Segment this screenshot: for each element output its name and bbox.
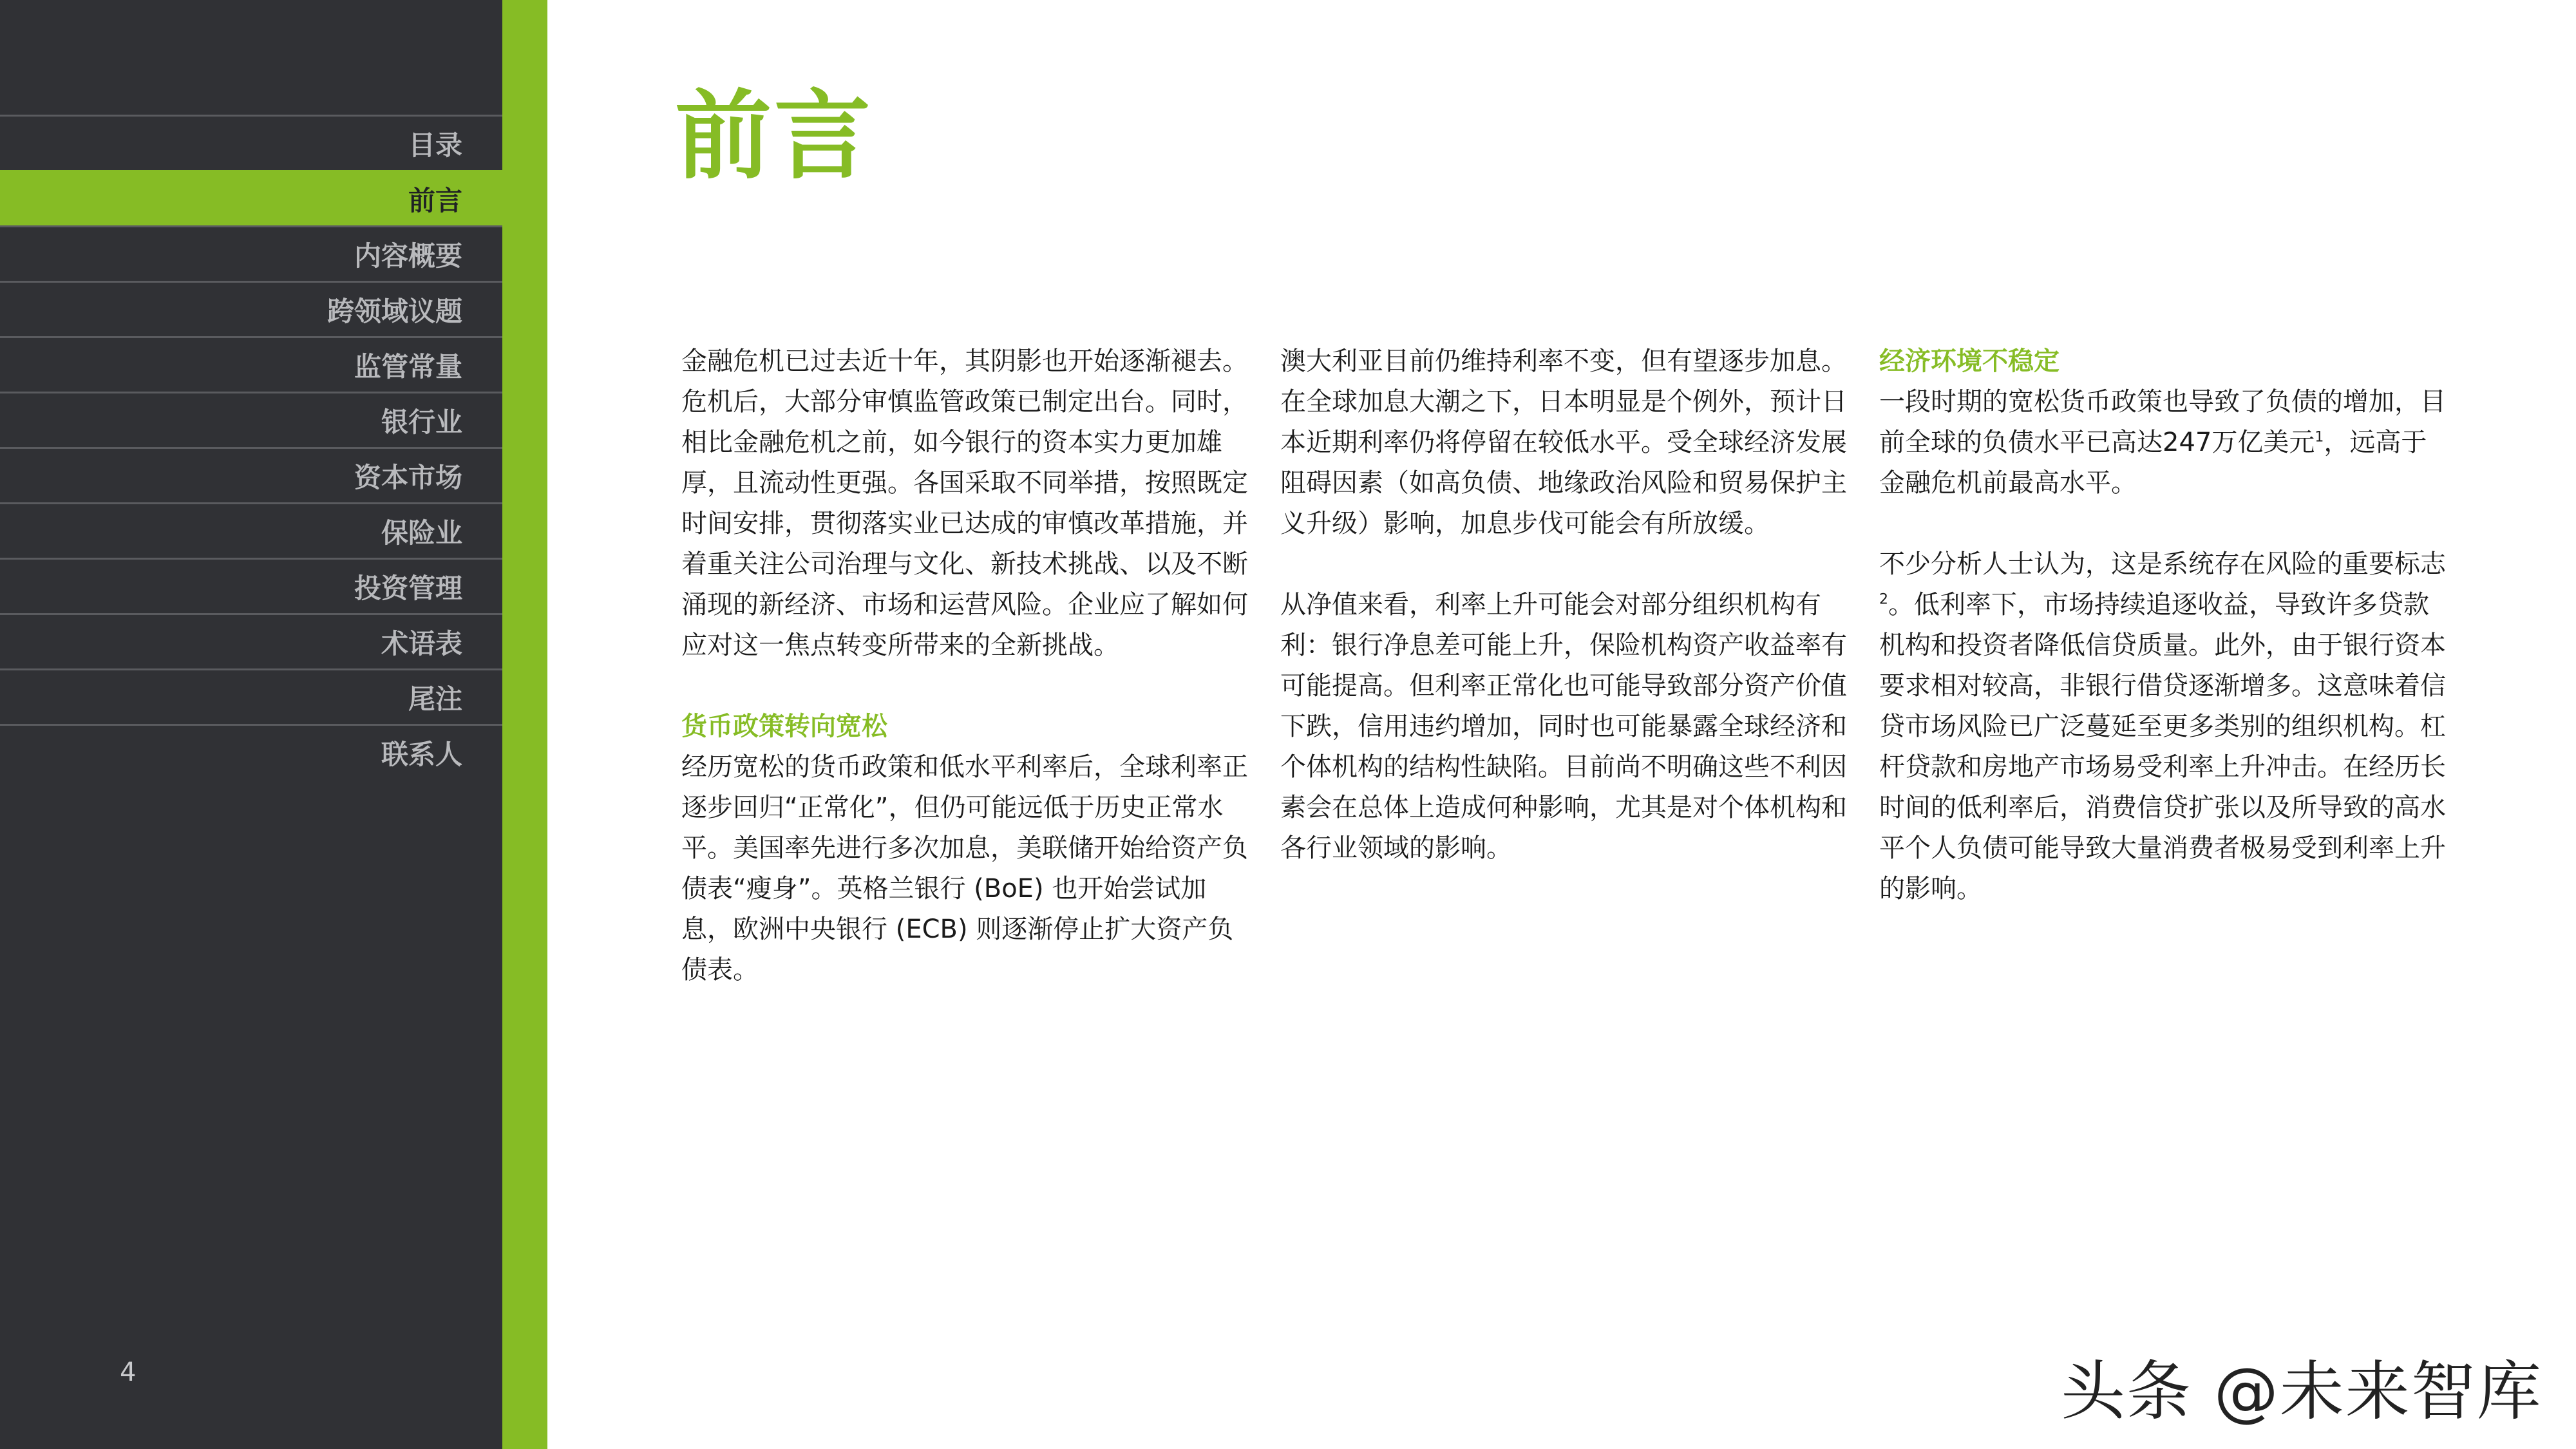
text-column-1: [681, 341, 1248, 1031]
nav-item-contacts[interactable]: 联系人: [0, 724, 502, 779]
footnote-ref[interactable]: 1: [2315, 429, 2324, 446]
accent-bar: [502, 0, 547, 1449]
paragraph: 澳大利亚目前仍维持利率不变，但有望逐步加息。在全球加息大潮之下，日本明显是个例外，预计日本近期利率仍将停留在较低水平。受全球经济发展阻碍因素（如高负债、地缘政治风险和贸易保护主义升级）影响，加息步伐可能会有所放缓。: [1280, 346, 1847, 538]
nav-item-cross-sector[interactable]: 跨领域议题: [0, 281, 502, 336]
paragraph-text: ，远高于金融危机前最高水平。: [1879, 428, 2427, 498]
paragraph: 经历宽松的货币政策和低水平利率后，全球利率正逐步回归“正常化”，但仍可能远低于历史正常水平。美国率先进行多次加息，美联储开始给资产负债表“瘦身”。英格兰银行 (BoE) 也开始尝试加息，欧洲中央银行 (ECB) 则逐渐停止扩大资产负债表。: [681, 752, 1248, 985]
text-column-2: [1280, 341, 1847, 909]
section-heading: 货币政策转向宽松: [681, 712, 887, 741]
nav-item-foreword[interactable]: 前言: [0, 170, 502, 225]
nav-item-glossary[interactable]: 术语表: [0, 613, 502, 668]
sidebar: [0, 0, 502, 1449]
paragraph-text: 一段时期的宽松货币政策也导致了负债的增加，目前全球的负债水平已高达247万亿美元: [1879, 387, 2446, 457]
paragraph: 金融危机已过去近十年，其阴影也开始逐渐褪去。危机后，大部分审慎监管政策已制定出台。同时，相比金融危机之前，如今银行的资本实力更加雄厚，且流动性更强。各国采取不同举措，按照既定时间安排，贯彻落实业已达成的审慎改革措施，并着重关注公司治理与文化、新技术挑战、以及不断涌现的新经济、市场和运营风险。企业应了解如何应对这一焦点转变所带来的全新挑战。: [681, 346, 1248, 660]
paragraph-text: 不少分析人士认为，这是系统存在风险的重要标志: [1879, 549, 2446, 579]
paragraph: 从净值来看，利率上升可能会对部分组织机构有利：银行净息差可能上升，保险机构资产收益率有可能提高。但利率正常化也可能导致部分资产价值下跌，信用违约增加，同时也可能暴露全球经济和个体机构的结构性缺陷。目前尚不明确这些不利因素会在总体上造成何种影响，尤其是对个体机构和各行业领域的影响。: [1280, 590, 1847, 863]
nav-item-summary[interactable]: 内容概要: [0, 225, 502, 281]
text-column-3: [1879, 341, 2446, 950]
nav-item-contents[interactable]: 目录: [0, 115, 502, 170]
nav-item-investment-management[interactable]: 投资管理: [0, 558, 502, 613]
paragraph-text: 。低利率下，市场持续追逐收益，导致许多贷款机构和投资者降低信贷质量。此外，由于银行资本要求相对较高，非银行借贷逐渐增多。这意味着信贷市场风险已广泛蔓延至更多类别的组织机构。杠杆贷款和房地产市场易受利率上升冲击。在经历长时间的低利率后，消费信贷扩张以及所导致的高水平个人负债可能导致大量消费者极易受到利率上升的影响。: [1879, 590, 2446, 904]
nav-item-capital-markets[interactable]: 资本市场: [0, 447, 502, 502]
table-of-contents-nav: [0, 115, 502, 779]
page-number: 4: [120, 1358, 137, 1387]
footnote-ref[interactable]: 2: [1879, 591, 1888, 608]
nav-item-endnotes[interactable]: 尾注: [0, 668, 502, 724]
nav-item-insurance[interactable]: 保险业: [0, 502, 502, 558]
paragraph: [1879, 382, 2446, 504]
watermark: 头条 @未来智库: [2061, 1354, 2543, 1429]
section-heading: 经济环境不稳定: [1879, 346, 2060, 376]
paragraph: [1879, 544, 2446, 909]
page-title: 前言: [675, 80, 874, 193]
nav-item-regulatory-constants[interactable]: 监管常量: [0, 336, 502, 392]
nav-item-banking[interactable]: 银行业: [0, 392, 502, 447]
